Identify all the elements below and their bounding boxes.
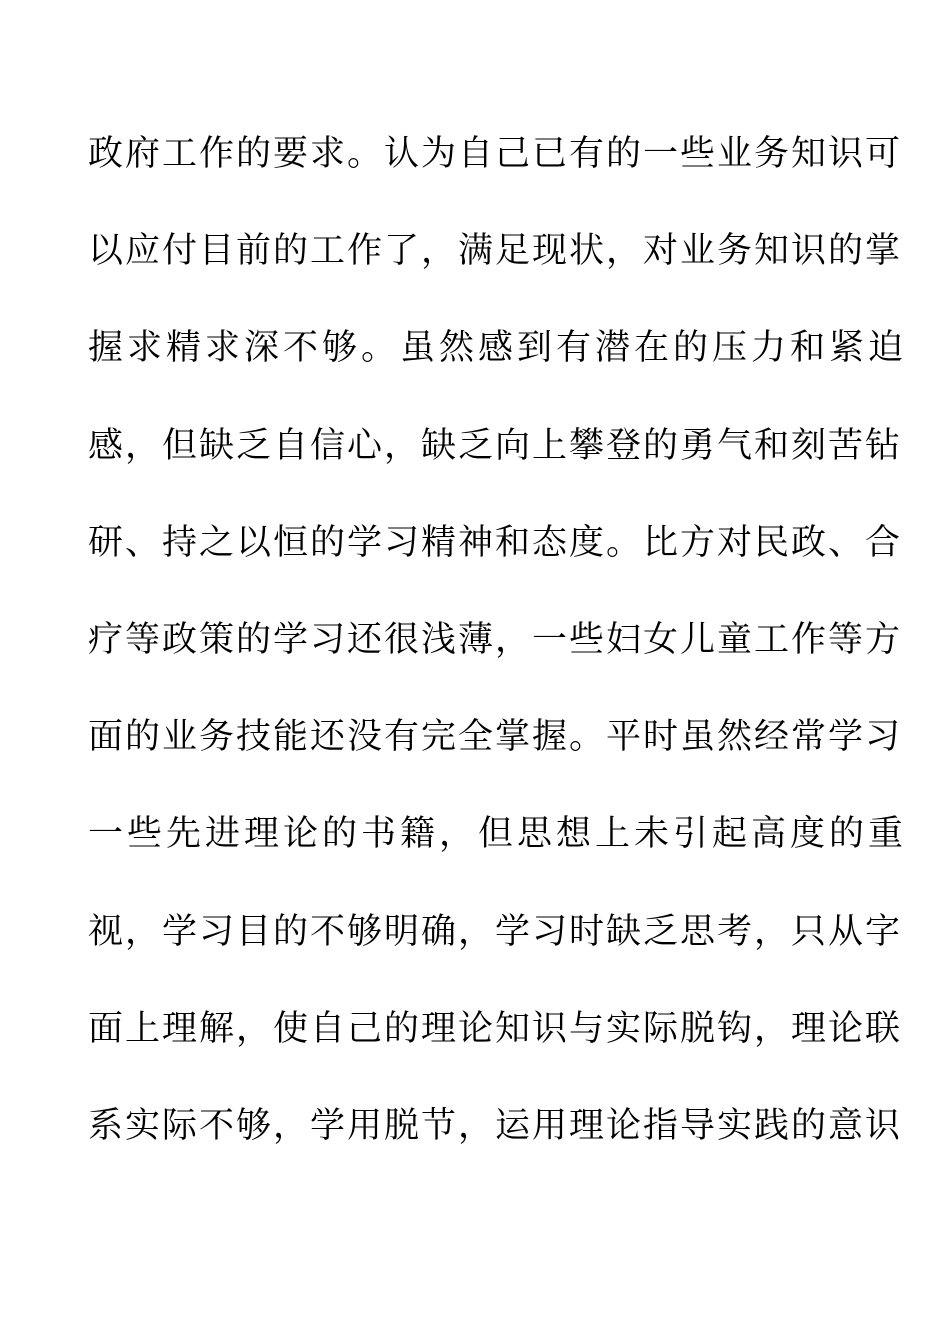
text-line: 系实际不够，学用脱节，运用理论指导实践的意识 bbox=[88, 1105, 903, 1146]
text-line: 握求精求深不够。虽然感到有潜在的压力和紧迫 bbox=[88, 328, 908, 369]
text-line: 一些先进理论的书籍，但思想上未引起高度的重 bbox=[88, 814, 908, 855]
text-line: 政府工作的要求。认为自己已有的一些业务知识可 bbox=[88, 134, 903, 174]
text-line: 疗等政策的学习还很浅薄，一些妇女儿童工作等方 bbox=[88, 619, 903, 660]
body-paragraph bbox=[88, 129, 908, 1198]
text-line: 以应付目前的工作了，满足现状，对业务知识的掌 bbox=[88, 231, 903, 272]
text-line: 视，学习目的不够明确，学习时缺乏思考，只从字 bbox=[88, 911, 903, 952]
text-line: 面的业务技能还没有完全掌握。平时虽然经常学习 bbox=[88, 717, 903, 758]
text-line: 感，但缺乏自信心，缺乏向上攀登的勇气和刻苦钻 bbox=[88, 425, 903, 466]
text-line: 研、持之以恒的学习精神和态度。比方对民政、合 bbox=[88, 522, 903, 563]
text-line: 面上理解，使自己的理论知识与实际脱钩，理论联 bbox=[88, 1008, 903, 1049]
